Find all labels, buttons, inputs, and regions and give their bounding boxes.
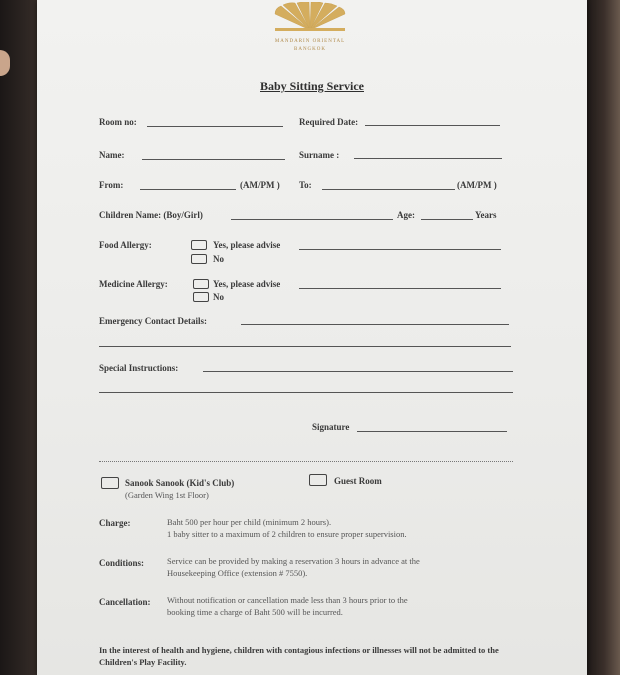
kids-club-checkbox[interactable] [101, 477, 119, 489]
brand-name: MANDARIN ORIENTAL [274, 39, 346, 44]
medicine-allergy-label: Medicine Allergy: [99, 279, 168, 289]
signature-label: Signature [312, 422, 350, 432]
surname-field[interactable] [354, 158, 502, 159]
from-field[interactable] [140, 189, 236, 190]
conditions-label: Conditions: [99, 558, 145, 568]
emergency-contact-field[interactable] [241, 324, 509, 325]
kids-club-note: (Garden Wing 1st Floor) [125, 490, 209, 500]
divider [99, 461, 513, 462]
cancellation-line1: Without notification or cancellation made less than 3 hours prior to the [167, 595, 408, 605]
brand-text [247, 38, 373, 54]
to-ampm: (AM/PM ) [457, 180, 497, 190]
conditions-line2: Housekeeping Office (extension # 7550). [167, 568, 308, 578]
required-date-field[interactable] [365, 125, 500, 126]
food-allergy-yes-checkbox[interactable] [191, 240, 207, 250]
fan-logo-icon [269, 2, 351, 32]
guest-room-label: Guest Room [334, 476, 382, 486]
guest-room-checkbox[interactable] [309, 474, 327, 486]
kids-club-label: Sanook Sanook (Kid's Club) [125, 478, 235, 488]
from-label: From: [99, 180, 124, 190]
health-notice: In the interest of health and hygiene, children with contagious infections or illnesses will not be admitted to the Children's Play Facility. [99, 645, 499, 667]
medicine-allergy-no-label: No [213, 292, 224, 302]
special-instructions-field[interactable] [203, 371, 513, 372]
age-field[interactable] [421, 219, 473, 220]
food-allergy-no-checkbox[interactable] [191, 254, 207, 264]
food-allergy-yes-label: Yes, please advise [213, 240, 281, 250]
medicine-allergy-yes-label: Yes, please advise [213, 279, 281, 289]
special-instructions-field-line2[interactable] [99, 392, 513, 393]
charge-line2: 1 baby sitter to a maximum of 2 children to ensure proper supervision. [167, 529, 407, 539]
cancellation-line2: booking time a charge of Baht 500 will be incurred. [167, 607, 343, 617]
medicine-allergy-yes-checkbox[interactable] [193, 279, 209, 289]
age-label: Age: [397, 210, 415, 220]
folder-left-edge [0, 0, 40, 675]
cancellation-label: Cancellation: [99, 597, 151, 607]
emergency-contact-field-line2[interactable] [99, 346, 511, 347]
years-label: Years [475, 210, 497, 220]
special-instructions-label: Special Instructions: [99, 363, 179, 373]
food-allergy-advise-field[interactable] [299, 249, 501, 250]
surname-label: Surname : [299, 150, 340, 160]
food-allergy-no-label: No [213, 254, 224, 264]
charge-label: Charge: [99, 518, 131, 528]
emergency-contact-label: Emergency Contact Details: [99, 316, 207, 326]
charge-line1: Baht 500 per hour per child (minimum 2 hours). [167, 517, 332, 527]
to-field[interactable] [322, 189, 455, 190]
conditions-text [167, 555, 522, 579]
cancellation-text [167, 594, 522, 618]
room-no-label: Room no: [99, 117, 137, 127]
name-field[interactable] [142, 159, 285, 160]
from-ampm: (AM/PM ) [240, 180, 280, 190]
signature-field[interactable] [357, 431, 507, 432]
medicine-allergy-no-checkbox[interactable] [193, 292, 209, 302]
medicine-allergy-advise-field[interactable] [299, 288, 501, 289]
conditions-line1: Service can be provided by making a reservation 3 hours in advance at the [167, 556, 420, 566]
charge-text [167, 516, 517, 540]
form-sheet [37, 0, 587, 675]
brand-city: BANGKOK [294, 47, 326, 52]
children-name-label: Children Name: (Boy/Girl) [99, 210, 203, 220]
to-label: To: [299, 180, 312, 190]
room-no-field[interactable] [147, 126, 283, 127]
page-title: Baby Sitting Service [260, 79, 364, 93]
required-date-label: Required Date: [299, 117, 359, 127]
children-name-field[interactable] [231, 219, 393, 220]
food-allergy-label: Food Allergy: [99, 240, 152, 250]
name-label: Name: [99, 150, 125, 160]
